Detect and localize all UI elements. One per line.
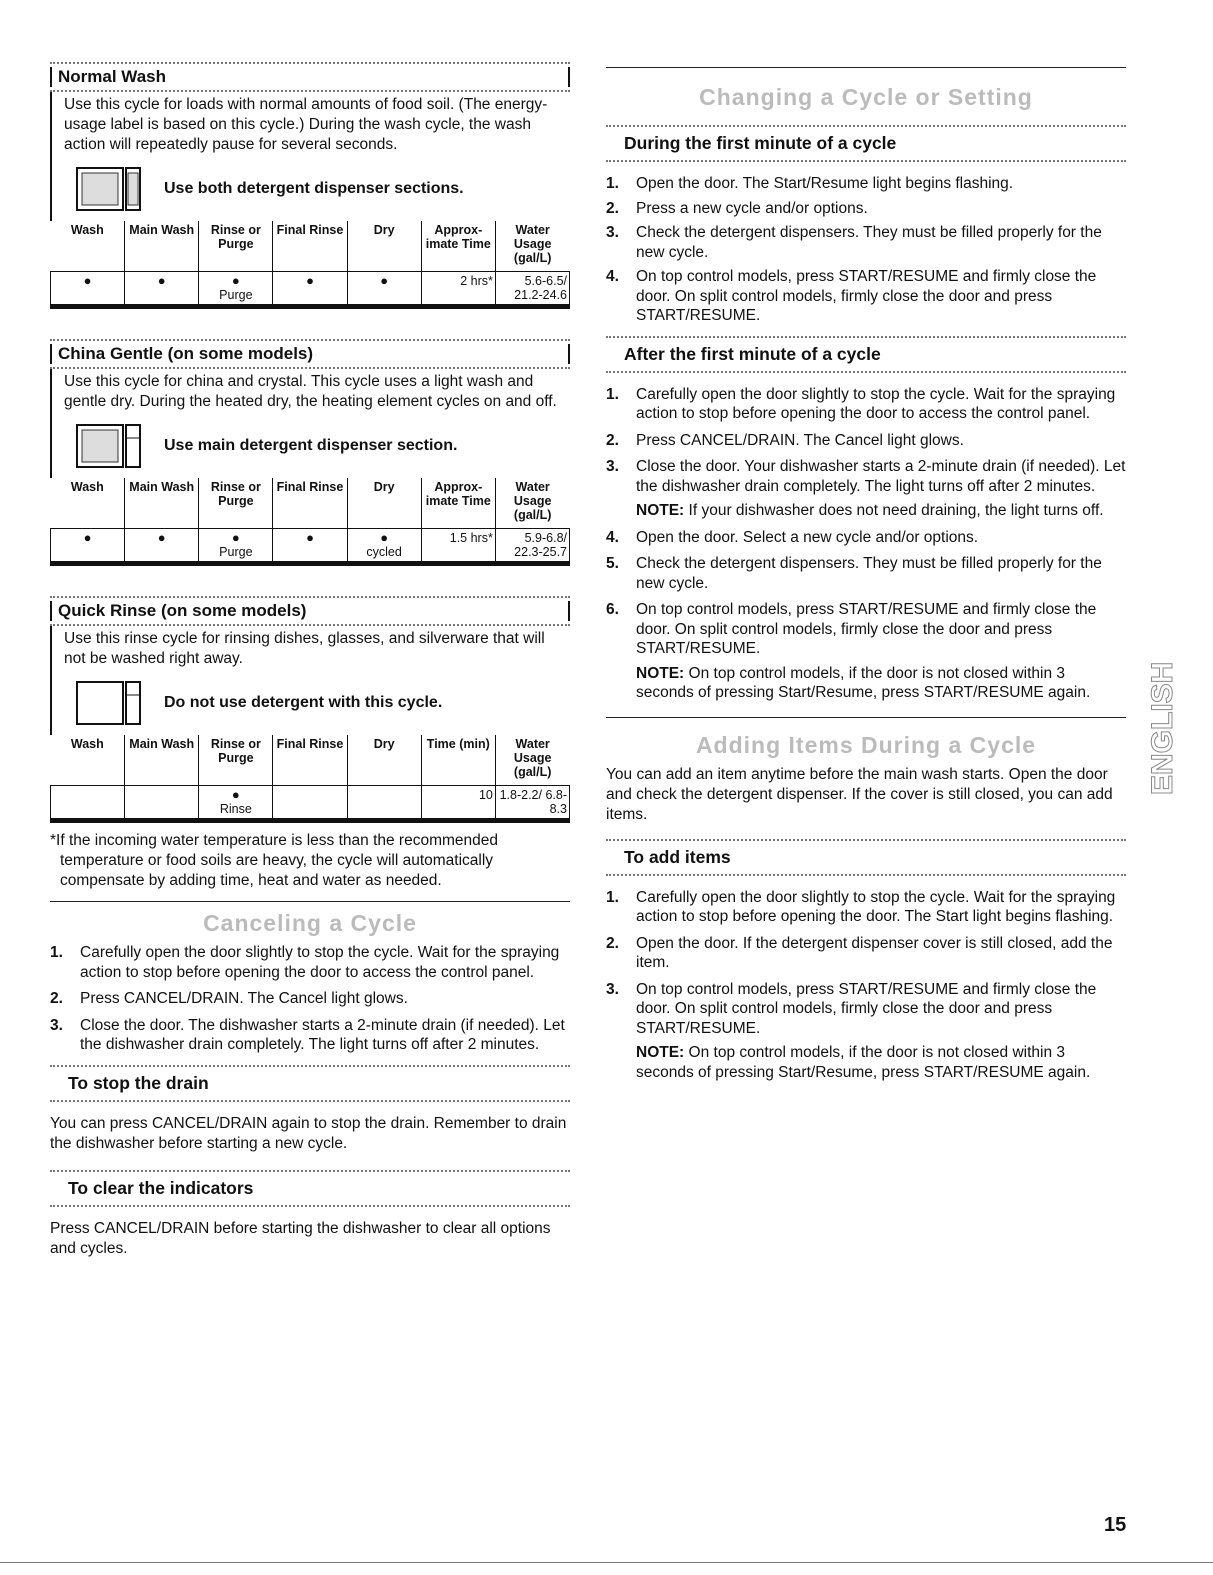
step-text: Carefully open the door slightly to stop the cycle. Wait for the spraying action to stop before opening the door to access the control panel. (80, 944, 560, 981)
section-title: Canceling a Cycle (203, 910, 417, 936)
section-title: Changing a Cycle or Setting (699, 84, 1033, 110)
cycle-title: Normal Wash (58, 67, 167, 86)
cell-value: ● (83, 273, 92, 288)
column-header: Wash (70, 737, 104, 751)
dispenser-row (64, 155, 560, 221)
step-number: 1. (606, 175, 619, 192)
table-cell (199, 272, 273, 307)
cycle-table (50, 735, 570, 823)
step-text: Carefully open the door slightly to stop the cycle. Wait for the spraying action to stop before opening the door to access the control panel. (636, 385, 1116, 422)
divider (50, 1205, 570, 1207)
step-number: 1. (606, 888, 619, 906)
cell-value: 1.5 hrs* (449, 531, 493, 545)
step-number: 4. (606, 528, 619, 546)
step-text: On top control models, press START/RESUME and firmly close the door. On split control models, firmly close the door and press START/RESUME. (636, 601, 1097, 657)
step-text: Press CANCEL/DRAIN. The Cancel light glows. (80, 990, 408, 1007)
table-cell (125, 786, 199, 821)
table-header-row (51, 478, 570, 529)
cell-subvalue: Purge (219, 288, 253, 302)
table-cell (125, 272, 199, 307)
subsection-title: To add items (624, 846, 731, 867)
note-label: NOTE: (636, 502, 685, 519)
cycle-header (50, 64, 570, 90)
steps-list (606, 528, 1126, 659)
step-text: Open the door. Select a new cycle and/or options. (636, 528, 979, 546)
list-item (606, 888, 1126, 927)
column-header: Approx-imate Time (421, 478, 495, 529)
cell-value: ● (380, 530, 389, 545)
column-header: Final Rinse (273, 478, 347, 529)
cell-value: ● (157, 273, 166, 288)
detergent-both-sections-icon (76, 167, 142, 211)
step-number: 1. (50, 944, 63, 961)
normal-wash-section (50, 62, 570, 309)
column-header: Final Rinse (273, 735, 347, 786)
paragraph: You can add an item anytime before the main wash starts. Open the door and check the detergent dispenser. If the cover is still closed, you can add items. (606, 765, 1113, 823)
step-number: 3. (50, 1016, 63, 1034)
cell-subvalue: Purge (219, 545, 253, 559)
cycle-description: Use this rinse cycle for rinsing dishes, glasses, and silverware that will not be washed right away. (64, 630, 545, 667)
column-header: Water Usage (gal/L) (495, 735, 569, 786)
step-text: Open the door. The Start/Resume light begins flashing. (636, 175, 1014, 192)
subsection-title: After the first minute of a cycle (624, 343, 881, 364)
dispenser-note: Use both detergent dispenser sections. (164, 180, 464, 197)
column-header: Dry (347, 735, 421, 786)
note-text: If your dishwasher does not need draining, the light turns off. (688, 502, 1104, 519)
cycle-header (50, 341, 570, 367)
cell-value: ● (306, 273, 314, 288)
list-item (606, 385, 1126, 424)
step-number: 1. (606, 385, 619, 403)
list-item (606, 600, 1126, 659)
column-header: Rinse or Purge (199, 478, 273, 529)
table-cell (421, 272, 495, 307)
cycle-header (50, 598, 570, 624)
column-header: Time (min) (421, 735, 495, 786)
subsection-title: During the first minute of a cycle (624, 133, 897, 153)
column-header: Main Wash (125, 478, 199, 529)
step-text: Open the door. If the detergent dispenser cover is still closed, add the item. (636, 934, 1113, 971)
column-header: Dry (347, 478, 421, 529)
table-cell (51, 529, 125, 564)
cycle-description-box (50, 369, 570, 478)
cell-value: 10 (478, 788, 493, 802)
step-text: Close the door. Your dishwasher starts a 2-minute drain (if needed). Let the dishwasher drain completely. The light turns off after 2 minutes. (636, 458, 1126, 495)
dispenser-row (64, 669, 560, 735)
paragraph: Press CANCEL/DRAIN before starting the dishwasher to clear all options and cycles. (50, 1219, 551, 1257)
cycle-description: Use this cycle for loads with normal amounts of food soil. (The energy-usage label is based on this cycle.) During the wash cycle, the wash action will repeatedly pause for several seconds. (64, 96, 548, 153)
table-cell (125, 529, 199, 564)
note-text: On top control models, if the door is not closed within 3 seconds of pressing Start/Resume, press START/RESUME again. (636, 1044, 1091, 1081)
table-cell (421, 529, 495, 564)
divider (568, 67, 570, 87)
step-number: 2. (606, 431, 619, 449)
steps-list (606, 888, 1126, 1039)
side-tab-label: ENGLISH (1146, 661, 1179, 795)
list-item (606, 457, 1126, 496)
step-number: 3. (606, 224, 619, 241)
list-item (606, 554, 1126, 593)
divider (568, 344, 570, 364)
cell-value: ● (231, 273, 240, 288)
step-number: 2. (606, 934, 619, 952)
cycle-description: Use this cycle for china and crystal. This cycle uses a light wash and gentle dry. During the heated dry, the heating element cycles on and off. (64, 373, 557, 410)
table-cell (199, 529, 273, 564)
list-item (606, 934, 1126, 973)
step-number: 2. (606, 199, 619, 217)
table-cell (199, 786, 273, 821)
table-cell (273, 529, 347, 564)
language-tab-graphic (1146, 565, 1180, 800)
detergent-main-section-icon (76, 424, 142, 468)
divider (606, 874, 1126, 876)
note-label: NOTE: (636, 664, 685, 682)
table-cell (347, 272, 421, 307)
table-cell (495, 272, 569, 307)
cycle-table (50, 478, 570, 566)
step-text: On top control models, press START/RESUME and firmly close the door. On split control models, firmly close the door and press START/RESUME. (636, 268, 1097, 324)
steps-list (606, 174, 1126, 326)
quick-rinse-section (50, 596, 570, 823)
step-number: 6. (606, 601, 619, 618)
right-column (606, 62, 1126, 1089)
step-text: Press CANCEL/DRAIN. The Cancel light glows. (636, 431, 964, 449)
dispenser-note: Do not use detergent with this cycle. (164, 694, 443, 711)
list-item (606, 431, 1126, 451)
column-header: Water Usage (gal/L) (495, 478, 569, 529)
list-item (606, 980, 1126, 1039)
table-row (51, 272, 570, 307)
step-text: Close the door. The dishwasher starts a 2-minute drain (if needed). Let the dishwasher drain completely. The light turns off after 2 minutes. (80, 1016, 565, 1053)
step-text: Check the detergent dispensers. They must be filled properly for the new cycle. (636, 555, 1102, 592)
note (606, 664, 1126, 703)
step-number: 2. (50, 990, 63, 1007)
table-row (51, 529, 570, 564)
table-cell (51, 272, 125, 307)
cell-value: ● (83, 530, 92, 545)
divider (606, 160, 1126, 162)
cell-value: ● (380, 273, 389, 288)
step-number: 3. (606, 980, 619, 998)
language-side-tab (1146, 565, 1180, 800)
note (606, 501, 1126, 521)
cell-value: ● (157, 530, 166, 545)
note (606, 1043, 1126, 1082)
cell-value: ● (231, 787, 240, 802)
steps-list (606, 385, 1126, 497)
column-header: Approx-imate Time (421, 221, 495, 272)
table-header-row (51, 221, 570, 272)
cell-value: 5.9-6.8/ 22.3-25.7 (514, 531, 567, 559)
paragraph: You can press CANCEL/DRAIN again to stop the drain. Remember to drain the dishwasher before starting a new cycle. (50, 1114, 567, 1152)
column-header: Main Wash (125, 221, 199, 272)
divider (50, 1100, 570, 1102)
table-cell (51, 786, 125, 821)
cycle-description-box (50, 92, 570, 221)
list-item (50, 1016, 570, 1055)
table-row (51, 786, 570, 821)
cycle-title: China Gentle (on some models) (58, 344, 314, 363)
section-title: Adding Items During a Cycle (695, 731, 1037, 758)
china-gentle-section (50, 339, 570, 566)
table-cell (495, 529, 569, 564)
page-number: 15 (1104, 1514, 1127, 1536)
list-item (606, 267, 1126, 326)
step-number: 3. (606, 458, 619, 475)
list-item (606, 528, 1126, 548)
cell-subvalue: Rinse (219, 802, 252, 816)
cycle-title: Quick Rinse (on some models) (58, 601, 307, 620)
table-cell (421, 786, 495, 821)
divider (606, 371, 1126, 373)
step-text: On top control models, press START/RESUME and firmly close the door. On split control models, firmly close the door and press START/RESUME. (636, 980, 1097, 1037)
subsection-title: To clear the indicators (68, 1177, 254, 1198)
step-text: Check the detergent dispensers. They must be filled properly for the new cycle. (636, 224, 1102, 261)
footnote: *If the incoming water temperature is less than the recommended temperature or food soils are heavy, the cycle will automatically compensate by adding time, heat and water as needed. (50, 832, 499, 889)
table-cell (273, 786, 347, 821)
table-header-row (51, 735, 570, 786)
step-text: Press a new cycle and/or options. (636, 199, 868, 217)
cycle-description-box (50, 626, 570, 735)
list-item (606, 223, 1126, 262)
table-cell (347, 786, 421, 821)
column-header: Rinse or Purge (199, 735, 273, 786)
table-cell (273, 272, 347, 307)
divider (568, 601, 570, 621)
cycle-table (50, 221, 570, 309)
table-cell (347, 529, 421, 564)
left-column (50, 62, 570, 1259)
list-item (50, 943, 570, 982)
note-text: On top control models, if the door is not closed within 3 seconds of pressing Start/Resume, press START/RESUME again. (636, 664, 1091, 701)
list-item (606, 174, 1126, 194)
dispenser-row (64, 412, 560, 478)
table-cell (495, 786, 569, 821)
list-item (50, 989, 570, 1009)
canceling-section (50, 901, 570, 1259)
column-header: Main Wash (125, 735, 199, 786)
cell-value: ● (306, 530, 314, 545)
column-header: Dry (347, 221, 421, 272)
dispenser-note: Use main detergent dispenser section. (164, 437, 458, 454)
no-detergent-icon (76, 681, 142, 725)
column-header: Wash (70, 480, 104, 494)
step-number: 5. (606, 555, 619, 572)
column-header: Water Usage (gal/L) (495, 221, 569, 272)
cell-value: 1.8-2.2/ 6.8-8.3 (499, 788, 567, 816)
divider (0, 1562, 1213, 1563)
cell-value: ● (231, 530, 240, 545)
step-number: 4. (606, 268, 619, 285)
subsection-title: To stop the drain (68, 1072, 209, 1093)
column-header: Final Rinse (273, 221, 347, 272)
cell-subvalue: cycled (366, 545, 402, 559)
cell-value: 2 hrs* (460, 274, 493, 288)
step-text: Carefully open the door slightly to stop the cycle. Wait for the spraying action to stop before opening the door. The Start light begins flashing. (636, 888, 1116, 925)
note-label: NOTE: (636, 1044, 685, 1061)
column-header: Rinse or Purge (199, 221, 273, 272)
steps-list (50, 943, 570, 1055)
column-header: Wash (70, 223, 104, 237)
cell-value: 5.6-6.5/ 21.2-24.6 (514, 274, 567, 302)
list-item (606, 199, 1126, 219)
